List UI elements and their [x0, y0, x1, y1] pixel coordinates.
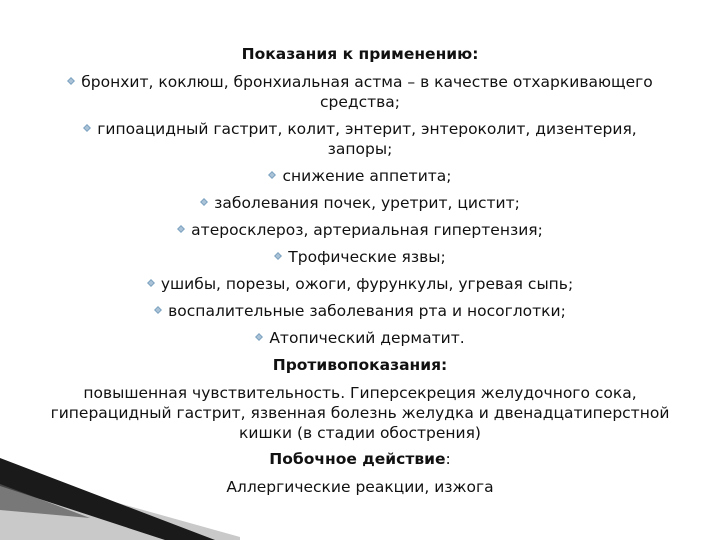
indication-text: Трофические язвы; — [288, 248, 446, 266]
slide-content — [20, 44, 700, 503]
diamond-bullet-icon — [177, 225, 185, 233]
contraindications-text: повышенная чувствительность. Гиперсекреция желудочного сока, гиперацидный гастрит, язвенная болезнь желудка и двенадцатиперстной кишки (в стадии обострения) — [50, 384, 670, 442]
diamond-bullet-icon — [268, 171, 276, 179]
list-item — [20, 193, 700, 213]
list-item — [20, 274, 700, 294]
diamond-bullet-icon — [83, 124, 91, 132]
side-effects-heading-text: Побочное действие — [269, 450, 446, 468]
list-item — [20, 301, 700, 321]
indication-text: воспалительные заболевания рта и носоглотки; — [168, 302, 566, 320]
diamond-bullet-icon — [67, 77, 75, 85]
decorative-swoosh — [0, 440, 720, 540]
list-item — [20, 220, 700, 240]
diamond-bullet-icon — [200, 198, 208, 206]
diamond-bullet-icon — [147, 279, 155, 287]
indications-list — [20, 72, 700, 348]
side-effects-text: Аллергические реакции, изжога — [226, 478, 494, 496]
list-item — [20, 119, 700, 159]
side-effects-heading-colon: : — [445, 450, 451, 468]
indications-heading: Показания к применению: — [241, 45, 479, 63]
list-item — [20, 166, 700, 186]
list-item — [20, 72, 700, 112]
contraindications-heading: Противопоказания: — [272, 356, 448, 374]
diamond-bullet-icon — [274, 252, 282, 260]
indication-text: ушибы, порезы, ожоги, фурункулы, угревая сыпь; — [160, 275, 574, 293]
list-item — [20, 247, 700, 267]
indication-text: снижение аппетита; — [282, 167, 452, 185]
indication-text: гипоацидный гастрит, колит, энтерит, энтероколит, дизентерия, запоры; — [97, 120, 637, 158]
indication-text: атеросклероз, артериальная гипертензия; — [191, 221, 543, 239]
list-item — [20, 328, 700, 348]
indication-text: заболевания почек, уретрит, цистит; — [214, 194, 520, 212]
diamond-bullet-icon — [255, 333, 263, 341]
indication-text: бронхит, коклюш, бронхиальная астма – в качестве отхаркивающего средства; — [81, 73, 653, 111]
indication-text: Атопический дерматит. — [269, 329, 465, 347]
diamond-bullet-icon — [154, 306, 162, 314]
